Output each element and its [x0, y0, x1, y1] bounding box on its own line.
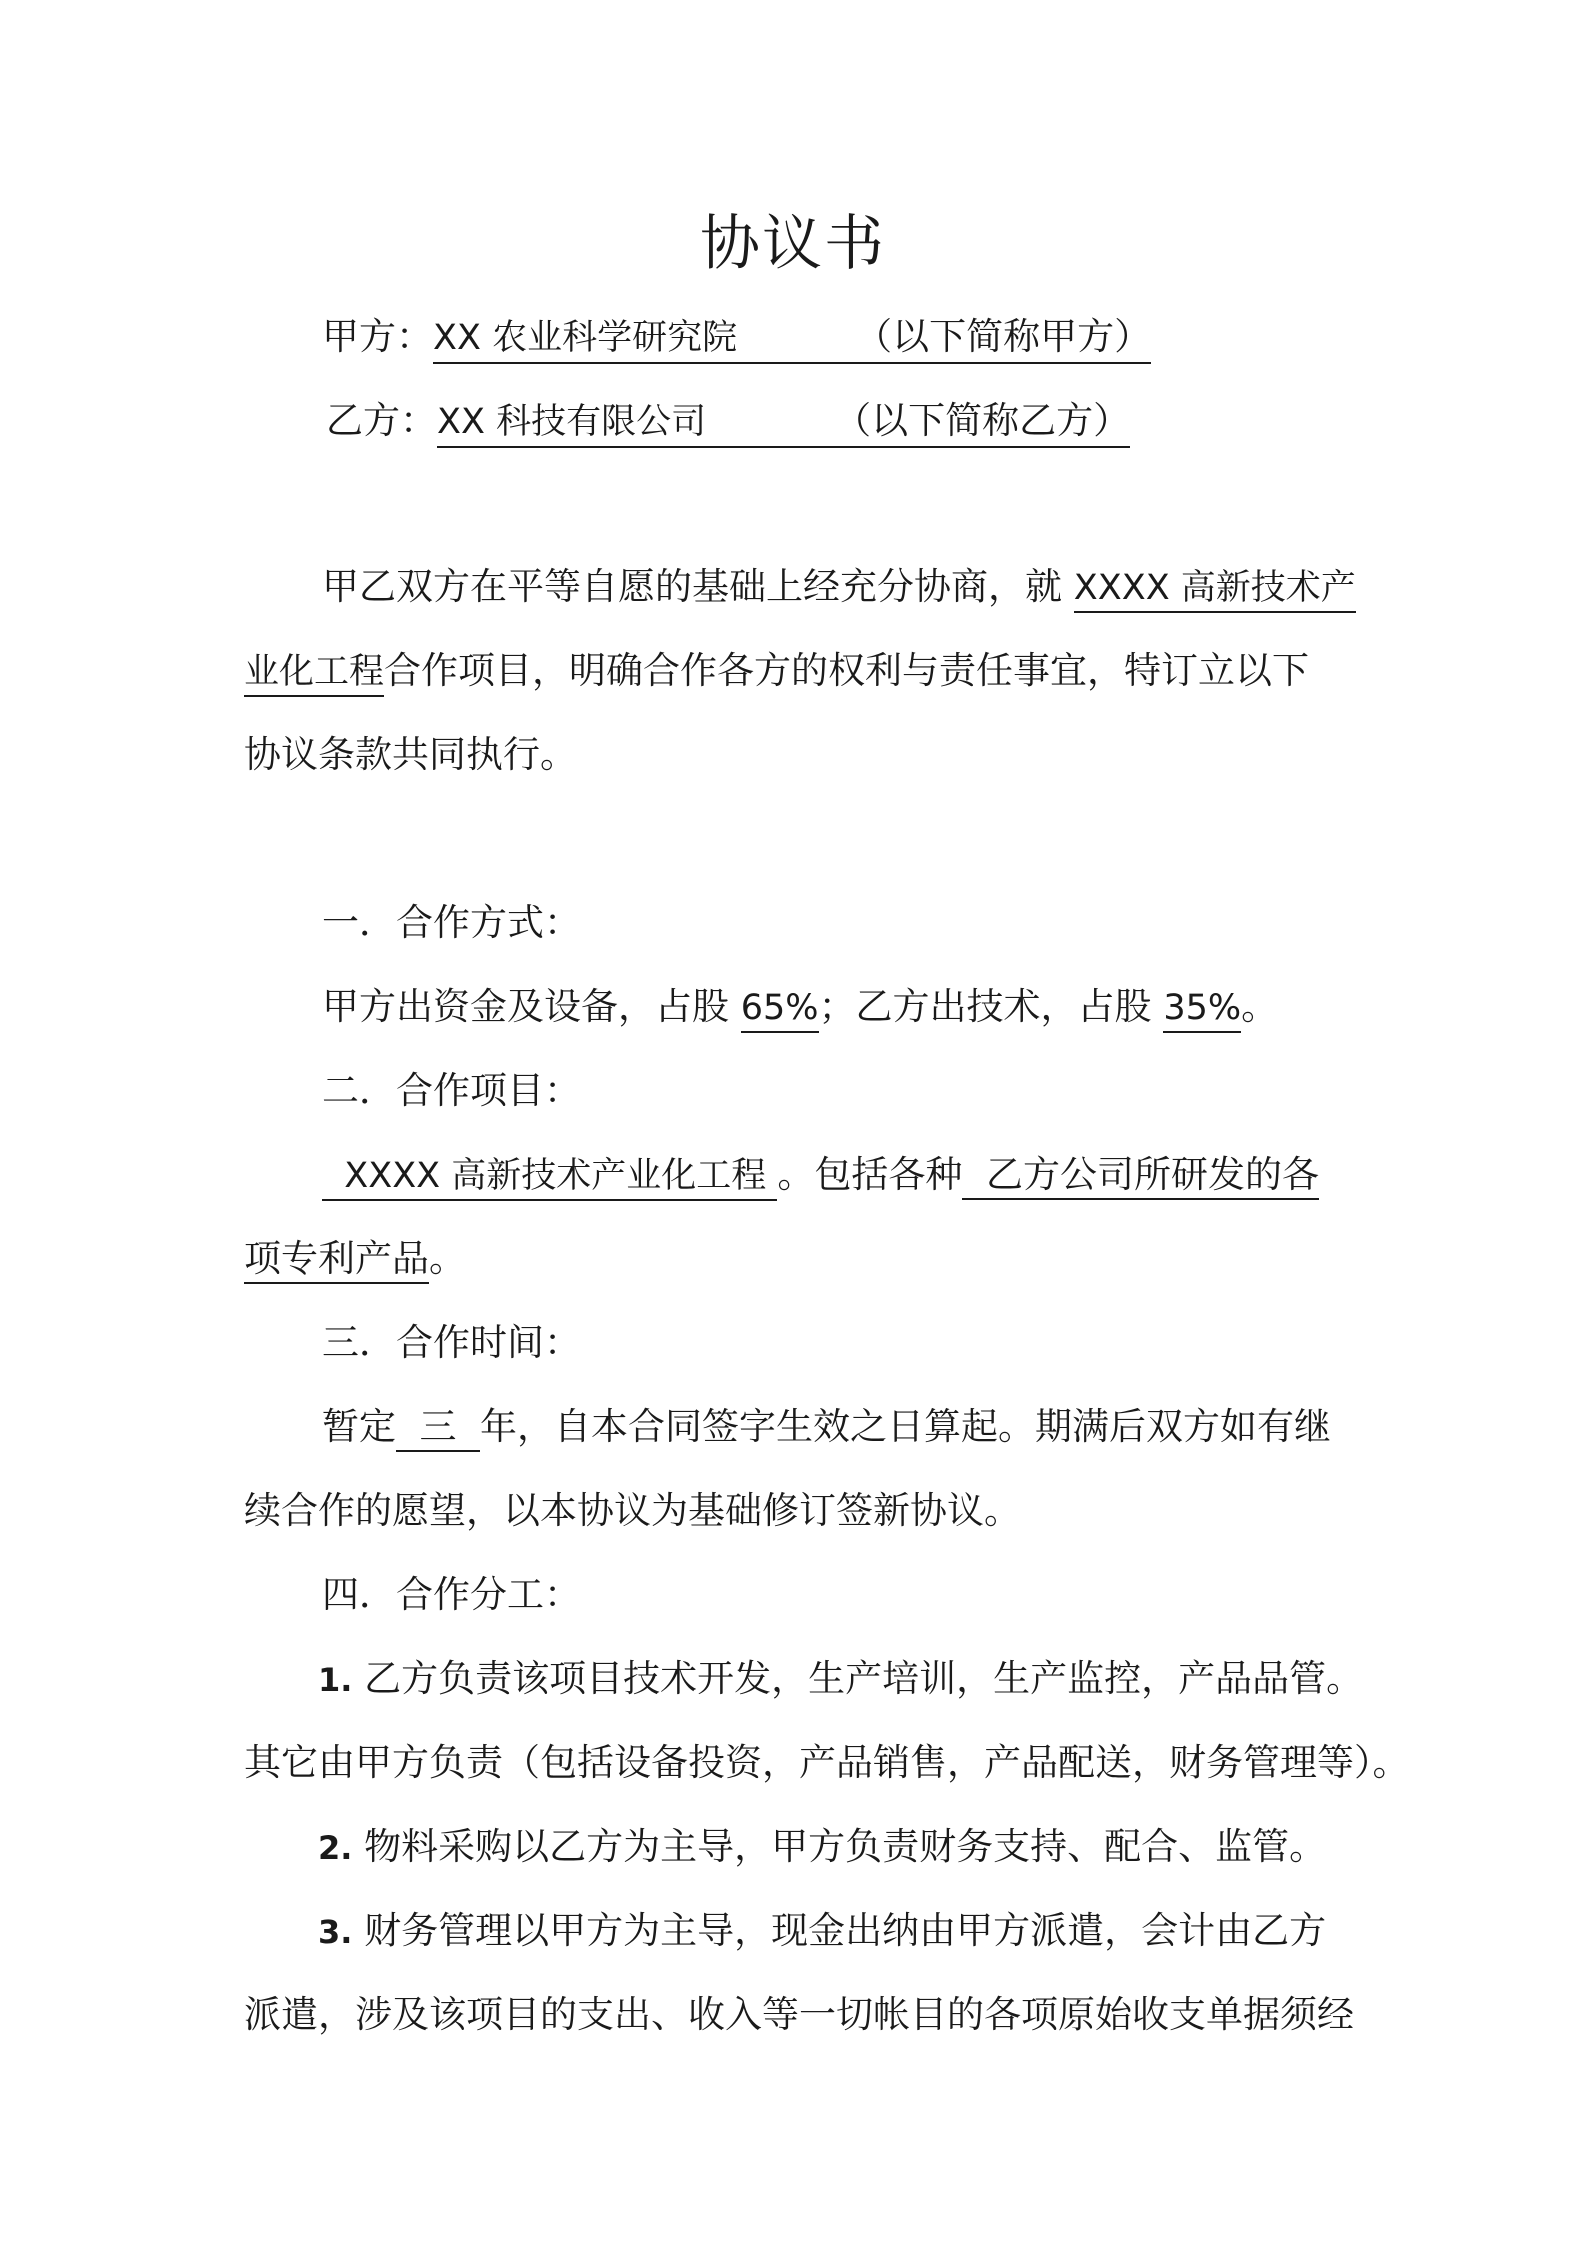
- section-1-text-mid: ；乙方出技术，占股: [818, 985, 1164, 1028]
- item-1-text-1: 乙方负责该项目技术开发，生产培训，生产监控，产品品管。: [352, 1657, 1364, 1700]
- party-a-label: 甲方：: [322, 315, 433, 358]
- section-1-text-pre: 甲方出资金及设备，占股: [322, 985, 741, 1028]
- section-4-item-3-line-2: 派遣，涉及该项目的支出、收入等一切帐目的各项原始收支单据须经: [244, 1993, 1354, 2036]
- item-2-text-1: 物料采购以乙方为主导，甲方负责财务支持、配合、监管。: [352, 1825, 1327, 1868]
- section-4-item-1-line-2: 其它由甲方负责（包括设备投资，产品销售，产品配送，财务管理等）。: [244, 1741, 1410, 1784]
- section-2-products-part2: 项专利产品: [244, 1236, 429, 1284]
- party-b-label: 乙方：: [326, 399, 437, 442]
- party-a-share: 65%: [741, 985, 819, 1033]
- section-1-heading: 一．合作方式：: [322, 901, 581, 944]
- item-3-number: 3.: [318, 1913, 353, 1951]
- section-2-products-part1: 乙方公司所研发的各: [962, 1152, 1319, 1200]
- section-4-item-2-line-1: [318, 1822, 1326, 1873]
- party-b-line: [326, 396, 1130, 448]
- intro-project-name-part2: 业化工程: [244, 649, 384, 697]
- section-3-heading: 三．合作时间：: [322, 1321, 581, 1364]
- party-a-fill: [433, 313, 1151, 364]
- intro-line-3: 协议条款共同执行。: [244, 733, 577, 776]
- section-3-line-2: 续合作的愿望，以本协议为基础修订签新协议。: [244, 1489, 1021, 1532]
- intro-text-2: 合作项目，明确合作各方的权利与责任事宜，特订立以下: [384, 649, 1310, 692]
- document-title: 协议书: [700, 209, 886, 279]
- intro-text-1: 甲乙双方在平等自愿的基础上经充分协商，就: [322, 565, 1074, 608]
- section-3-text-post: 年，自本合同签字生效之日算起。期满后双方如有继: [480, 1405, 1332, 1448]
- section-2-text-post: 。: [429, 1237, 466, 1280]
- section-2-line-1: [322, 1150, 1319, 1201]
- party-b-share: 35%: [1163, 985, 1241, 1033]
- intro-line-1: [322, 562, 1356, 613]
- party-a-line: [322, 312, 1151, 364]
- item-2-number: 2.: [318, 1829, 353, 1867]
- section-3-line-1: [322, 1402, 1331, 1452]
- section-2-heading: 二．合作项目：: [322, 1069, 581, 1112]
- item-3-text-1: 财务管理以甲方为主导，现金出纳由甲方派遣，会计由乙方: [352, 1909, 1327, 1952]
- section-1-body: [322, 982, 1278, 1033]
- section-2-line-2: [244, 1234, 466, 1284]
- section-4-item-1-line-1: [318, 1654, 1363, 1705]
- section-2-project-name: XXXX 高新技术产业化工程: [322, 1153, 777, 1201]
- intro-line-2: [244, 646, 1309, 697]
- section-2-text-mid: 。包括各种: [777, 1153, 963, 1196]
- section-4-heading: 四．合作分工：: [322, 1573, 581, 1616]
- section-4-item-3-line-1: [318, 1906, 1326, 1957]
- party-a-name: XX 农业科学研究院: [433, 318, 738, 358]
- party-b-name: XX 科技有限公司: [437, 402, 707, 442]
- section-1-text-post: 。: [1241, 985, 1279, 1028]
- section-3-text-pre: 暂定: [322, 1405, 396, 1448]
- cooperation-years: 三: [396, 1404, 480, 1452]
- party-b-alias: （以下简称乙方）: [834, 399, 1131, 442]
- party-b-fill: [437, 397, 1130, 448]
- item-1-number: 1.: [318, 1661, 353, 1699]
- party-a-alias: （以下简称甲方）: [855, 315, 1152, 358]
- intro-project-name-part1: XXXX 高新技术产: [1074, 565, 1356, 613]
